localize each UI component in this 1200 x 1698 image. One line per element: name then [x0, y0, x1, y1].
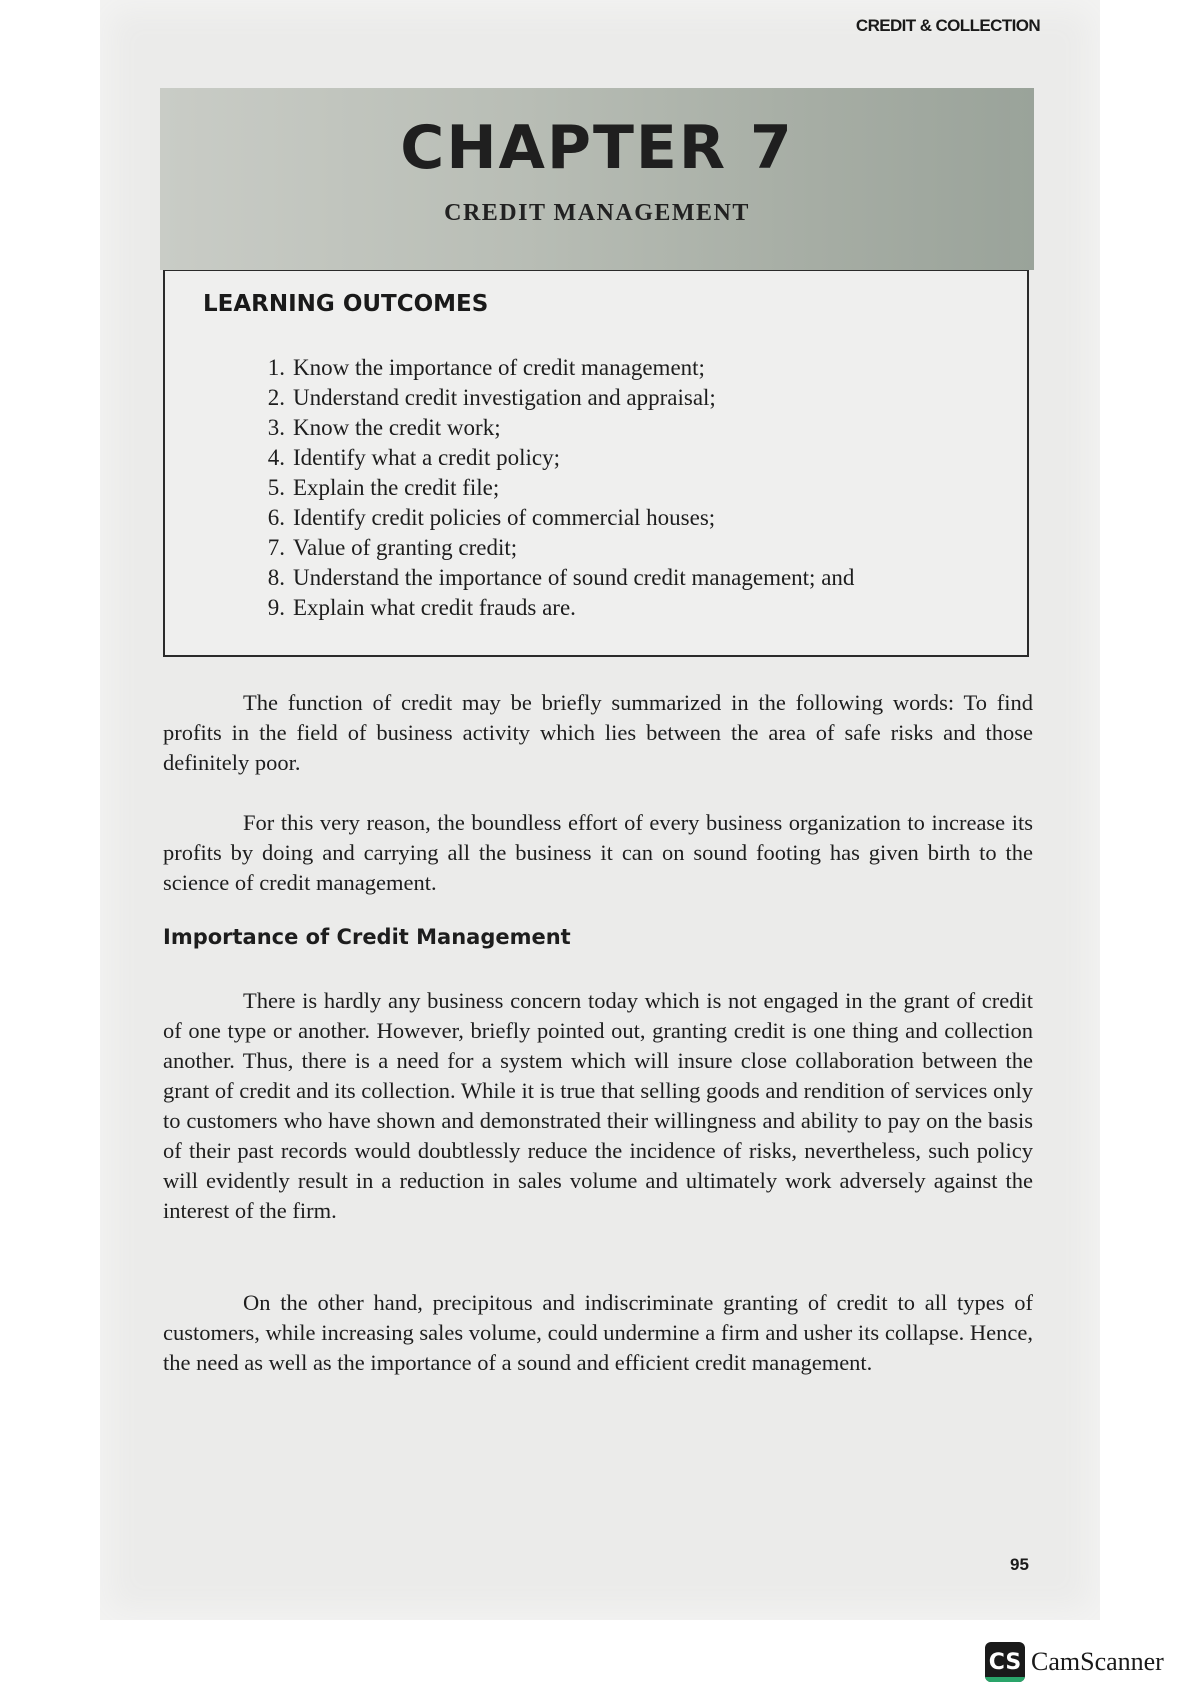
list-item-number: 4.: [267, 445, 285, 470]
section-heading: Importance of Credit Management: [163, 925, 571, 949]
body-paragraph: On the other hand, precipitous and indiscriminate granting of credit to all types of customers, while increasing sales volume, could undermine a firm and usher its collapse. Hence, the need as well as the importance of a sound and efficient credit management.: [163, 1290, 1033, 1375]
list-item: [245, 383, 854, 413]
list-item-text: Value of granting credit;: [293, 535, 518, 560]
list-item-number: 7.: [267, 535, 285, 560]
body-paragraph: The function of credit may be briefly summarized in the following words: To find profits in the field of business activity which lies between the area of safe risks and those definitely poor.: [163, 690, 1033, 775]
chapter-subtitle: CREDIT MANAGEMENT: [444, 200, 750, 226]
learning-outcomes-list: [245, 353, 854, 623]
body-paragraph: For this very reason, the boundless effort of every business organization to increase its profits by doing and carrying all the business it can on sound footing has given birth to the science of credit management.: [163, 810, 1033, 895]
list-item: [245, 473, 854, 503]
list-item: [245, 413, 854, 443]
list-item: [245, 533, 854, 563]
list-item-text: Identify credit policies of commercial houses;: [293, 505, 716, 530]
camscanner-logo-icon: CS: [985, 1642, 1025, 1682]
list-item: [245, 503, 854, 533]
list-item-number: 6.: [267, 505, 285, 530]
list-item: [245, 443, 854, 473]
chapter-title: CHAPTER 7: [400, 113, 794, 183]
list-item-number: 5.: [267, 475, 285, 500]
list-item-text: Understand the importance of sound credit management; and: [293, 565, 855, 590]
list-item: [245, 353, 854, 383]
list-item-text: Explain the credit file;: [293, 475, 500, 500]
list-item-text: Explain what credit frauds are.: [293, 595, 576, 620]
camscanner-watermark: [985, 1642, 1164, 1682]
page-number: 95: [1010, 1555, 1029, 1574]
list-item-text: Understand credit investigation and appraisal;: [293, 385, 716, 410]
list-item-text: Identify what a credit policy;: [293, 445, 560, 470]
learning-outcomes-box: [163, 270, 1029, 657]
list-item-text: Know the importance of credit management;: [293, 355, 705, 380]
list-item-number: 3.: [267, 415, 285, 440]
list-item-number: 8.: [267, 565, 285, 590]
list-item-text: Know the credit work;: [293, 415, 501, 440]
running-head: CREDIT & COLLECTION: [855, 16, 1040, 35]
learning-outcomes-heading: LEARNING OUTCOMES: [203, 291, 489, 317]
list-item: [245, 593, 854, 623]
chapter-banner: [160, 88, 1034, 270]
body-paragraph: There is hardly any business concern today which is not engaged in the grant of credit of one type or another. However, briefly pointed out, granting credit is one thing and collection another. Thus, there is a need for a system which will insure close collaboration between the grant of credit and its collection. While it is true that selling goods and rendition of services only to customers who have shown and demonstrated their willingness and ability to pay on the basis of their past records would doubtlessly reduce the incidence of risks, nevertheless, such policy will evidently result in a reduction in sales volume and ultimately work adversely against the interest of the firm.: [163, 988, 1033, 1223]
list-item: [245, 563, 854, 593]
camscanner-label: CamScanner: [1031, 1647, 1164, 1676]
list-item-number: 2.: [267, 385, 285, 410]
list-item-number: 9.: [267, 595, 285, 620]
list-item-number: 1.: [267, 355, 285, 380]
